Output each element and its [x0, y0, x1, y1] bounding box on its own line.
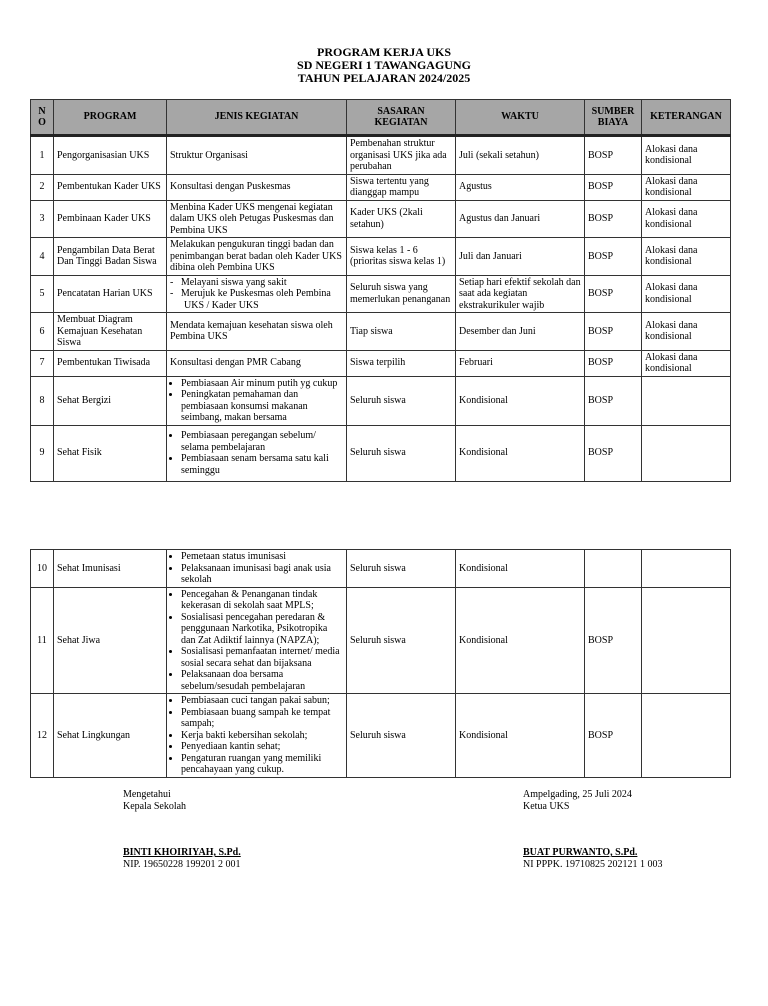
table-row — [31, 587, 731, 694]
cell-waktu: Kondisional — [456, 425, 585, 481]
cell-no: 1 — [31, 136, 54, 175]
cell-jenis-kegiatan: Melakukan pengukuran tinggi badan dan penimbangan berat badan oleh Kader UKS dibina oleh Pembina UKS — [167, 238, 347, 276]
cell-keterangan — [642, 587, 731, 694]
cell-sasaran: Seluruh siswa — [347, 550, 456, 588]
table-row — [31, 313, 731, 351]
title-line-2: SD NEGERI 1 TAWANGAGUNG — [297, 58, 471, 72]
activity-list-item: • Pembiasaan Air minum putih yg cukup — [181, 378, 343, 390]
cell-sasaran: Seluruh siswa yang memerlukan penanganan — [347, 275, 456, 313]
table-row — [31, 376, 731, 425]
cell-jenis-kegiatan: Konsultasi dengan Puskesmas — [167, 174, 347, 200]
cell-no: 12 — [31, 694, 54, 778]
program-table-continued — [30, 549, 731, 778]
sign-right-line2: Ketua UKS — [523, 801, 570, 812]
table-header-row — [31, 100, 731, 136]
cell-program: Pengambilan Data Berat Dan Tinggi Badan Siswa — [54, 238, 167, 276]
sign-left-line2: Kepala Sekolah — [123, 801, 187, 812]
header-sasaran-kegiatan: SASARAN KEGIATAN — [347, 100, 456, 136]
cell-waktu: Kondisional — [456, 550, 585, 588]
activity-list-item: • Penyediaan kantin sehat; — [181, 741, 343, 753]
cell-sumber-biaya: BOSP — [585, 136, 642, 175]
cell-sasaran: Siswa terpilih — [347, 350, 456, 376]
cell-keterangan: Alokasi dana kondisional — [642, 275, 731, 313]
cell-program: Sehat Bergizi — [54, 376, 167, 425]
activity-list-item: • Pengaturan ruangan yang memiliki pencahayaan yang cukup. — [181, 753, 343, 776]
cell-jenis-kegiatan — [167, 587, 347, 694]
cell-waktu: Agustus — [456, 174, 585, 200]
cell-waktu: Setiap hari efektif sekolah dan saat ada kegiatan ekstrakurikuler wajib — [456, 275, 585, 313]
cell-waktu: Desember dan Juni — [456, 313, 585, 351]
cell-no: 2 — [31, 174, 54, 200]
signature-right — [523, 789, 662, 871]
sign-right-name: BUAT PURWANTO, S.Pd. — [523, 847, 638, 858]
cell-program: Sehat Lingkungan — [54, 694, 167, 778]
cell-jenis-kegiatan — [167, 425, 347, 481]
cell-keterangan: Alokasi dana kondisional — [642, 313, 731, 351]
cell-program: Pencatatan Harian UKS — [54, 275, 167, 313]
cell-sumber-biaya: BOSP — [585, 350, 642, 376]
cell-program: Pembinaan Kader UKS — [54, 200, 167, 238]
activity-list-item: • Pembiasaan buang sampah ke tempat sampah; — [181, 707, 343, 730]
activity-list-item: - Merujuk ke Puskesmas oleh Pembina UKS / Kader UKS — [170, 288, 331, 311]
sign-right-line1: Ampelgading, 25 Juli 2024 — [523, 789, 632, 800]
cell-keterangan: Alokasi dana kondisional — [642, 200, 731, 238]
table-row — [31, 550, 731, 588]
table-row — [31, 174, 731, 200]
table-row — [31, 136, 731, 175]
activity-list-item: • Pembiasaan peregangan sebelum/ selama pembelajaran — [181, 430, 343, 453]
activity-list-item: - Melayani siswa yang sakit — [170, 276, 287, 288]
cell-no: 10 — [31, 550, 54, 588]
sign-left-nip: NIP. 19650228 199201 2 001 — [123, 859, 241, 870]
cell-jenis-kegiatan — [167, 550, 347, 588]
cell-sumber-biaya: BOSP — [585, 200, 642, 238]
cell-no: 5 — [31, 275, 54, 313]
cell-sasaran: Seluruh siswa — [347, 376, 456, 425]
cell-sumber-biaya: BOSP — [585, 313, 642, 351]
cell-sasaran: Seluruh siswa — [347, 694, 456, 778]
header-jenis-kegiatan: JENIS KEGIATAN — [167, 100, 347, 136]
table-row — [31, 238, 731, 276]
cell-sasaran: Kader UKS (2kali setahun) — [347, 200, 456, 238]
cell-keterangan — [642, 376, 731, 425]
title-line-3: TAHUN PELAJARAN 2024/2025 — [297, 71, 471, 85]
cell-sasaran: Seluruh siswa — [347, 425, 456, 481]
sign-left-name: BINTI KHOIRIYAH, S.Pd. — [123, 847, 241, 858]
cell-no: 4 — [31, 238, 54, 276]
cell-sumber-biaya: BOSP — [585, 275, 642, 313]
activity-list-item: • Pelaksanaan imunisasi bagi anak usia sekolah — [181, 563, 343, 586]
cell-no: 7 — [31, 350, 54, 376]
cell-sasaran: Siswa tertentu yang dianggap mampu — [347, 174, 456, 200]
cell-jenis-kegiatan — [167, 275, 347, 313]
header-program: PROGRAM — [54, 100, 167, 136]
activity-list — [170, 378, 343, 424]
header-no: NO — [31, 100, 54, 136]
cell-sumber-biaya: BOSP — [585, 587, 642, 694]
cell-waktu: Kondisional — [456, 587, 585, 694]
table-row — [31, 275, 731, 313]
activity-list-item: • Pemetaan status imunisasi — [181, 551, 343, 563]
cell-waktu: Kondisional — [456, 694, 585, 778]
activity-list-item: • Kerja bakti kebersihan sekolah; — [181, 730, 343, 742]
cell-no: 8 — [31, 376, 54, 425]
cell-waktu: Juli (sekali setahun) — [456, 136, 585, 175]
activity-list-item: • Pelaksanaan doa bersama sebelum/sesudah pembelajaran — [181, 669, 343, 692]
cell-waktu: Agustus dan Januari — [456, 200, 585, 238]
cell-jenis-kegiatan — [167, 694, 347, 778]
header-keterangan: KETERANGAN — [642, 100, 731, 136]
table-row — [31, 425, 731, 481]
activity-list — [170, 695, 343, 776]
cell-keterangan: Alokasi dana kondisional — [642, 136, 731, 175]
cell-sasaran: Siswa kelas 1 - 6 (prioritas siswa kelas 1) — [347, 238, 456, 276]
cell-jenis-kegiatan — [167, 376, 347, 425]
activity-list — [170, 589, 343, 693]
sign-left-line1: Mengetahui — [123, 789, 171, 800]
cell-sumber-biaya: BOSP — [585, 376, 642, 425]
cell-sasaran: Seluruh siswa — [347, 587, 456, 694]
cell-keterangan: Alokasi dana kondisional — [642, 238, 731, 276]
cell-sumber-biaya — [585, 550, 642, 588]
cell-waktu: Juli dan Januari — [456, 238, 585, 276]
cell-jenis-kegiatan: Mendata kemajuan kesehatan siswa oleh Pembina UKS — [167, 313, 347, 351]
cell-sasaran: Pembenahan struktur organisasi UKS jika ada perubahan — [347, 136, 456, 175]
cell-no: 6 — [31, 313, 54, 351]
cell-sumber-biaya: BOSP — [585, 425, 642, 481]
activity-list-item: • Sosialisasi pencegahan peredaran & penggunaan Narkotika, Psikotropika dan Zat Adiktif lainnya (NAPZA); — [181, 612, 343, 647]
cell-program: Membuat Diagram Kemajuan Kesehatan Siswa — [54, 313, 167, 351]
header-sumber-biaya: SUMBER BIAYA — [585, 100, 642, 136]
cell-jenis-kegiatan: Menbina Kader UKS mengenai kegiatan dalam UKS oleh Petugas Puskesmas dan Pembina UKS — [167, 200, 347, 238]
cell-program: Sehat Imunisasi — [54, 550, 167, 588]
cell-no: 3 — [31, 200, 54, 238]
header-waktu: WAKTU — [456, 100, 585, 136]
cell-keterangan — [642, 694, 731, 778]
activity-list-item: • Sosialisasi pemanfaatan internet/ media sosial secara sehat dan bijaksana — [181, 646, 343, 669]
table-row — [31, 200, 731, 238]
activity-list — [170, 551, 343, 586]
activity-list-item: • Peningkatan pemahaman dan pembiasaan konsumsi makanan seimbang, makan bersama — [181, 389, 343, 424]
cell-keterangan: Alokasi dana kondisional — [642, 350, 731, 376]
table-row — [31, 350, 731, 376]
cell-keterangan — [642, 550, 731, 588]
document-title — [0, 46, 768, 85]
cell-sasaran: Tiap siswa — [347, 313, 456, 351]
table-row — [31, 694, 731, 778]
activity-list-item: • Pembiasaan senam bersama satu kali seminggu — [181, 453, 343, 476]
activity-list — [170, 430, 343, 476]
cell-waktu: Februari — [456, 350, 585, 376]
activity-list-item: • Pembiasaan cuci tangan pakai sabun; — [181, 695, 343, 707]
cell-sumber-biaya: BOSP — [585, 238, 642, 276]
cell-jenis-kegiatan: Konsultasi dengan PMR Cabang — [167, 350, 347, 376]
cell-keterangan — [642, 425, 731, 481]
cell-sumber-biaya: BOSP — [585, 174, 642, 200]
cell-keterangan: Alokasi dana kondisional — [642, 174, 731, 200]
cell-no: 11 — [31, 587, 54, 694]
signature-left — [123, 789, 241, 871]
program-table — [30, 99, 731, 482]
cell-no: 9 — [31, 425, 54, 481]
cell-program: Sehat Fisik — [54, 425, 167, 481]
activity-list-item: • Pencegahan & Penanganan tindak kekerasan di sekolah saat MPLS; — [181, 589, 343, 612]
title-line-1: PROGRAM KERJA UKS — [316, 45, 451, 59]
activity-list — [170, 277, 343, 312]
cell-sumber-biaya: BOSP — [585, 694, 642, 778]
cell-jenis-kegiatan: Struktur Organisasi — [167, 136, 347, 175]
cell-program: Sehat Jiwa — [54, 587, 167, 694]
cell-program: Pembentukan Kader UKS — [54, 174, 167, 200]
cell-program: Pembentukan Tiwisada — [54, 350, 167, 376]
cell-waktu: Kondisional — [456, 376, 585, 425]
sign-right-nip: NI PPPK. 19710825 202121 1 003 — [523, 859, 663, 870]
cell-program: Pengorganisasian UKS — [54, 136, 167, 175]
